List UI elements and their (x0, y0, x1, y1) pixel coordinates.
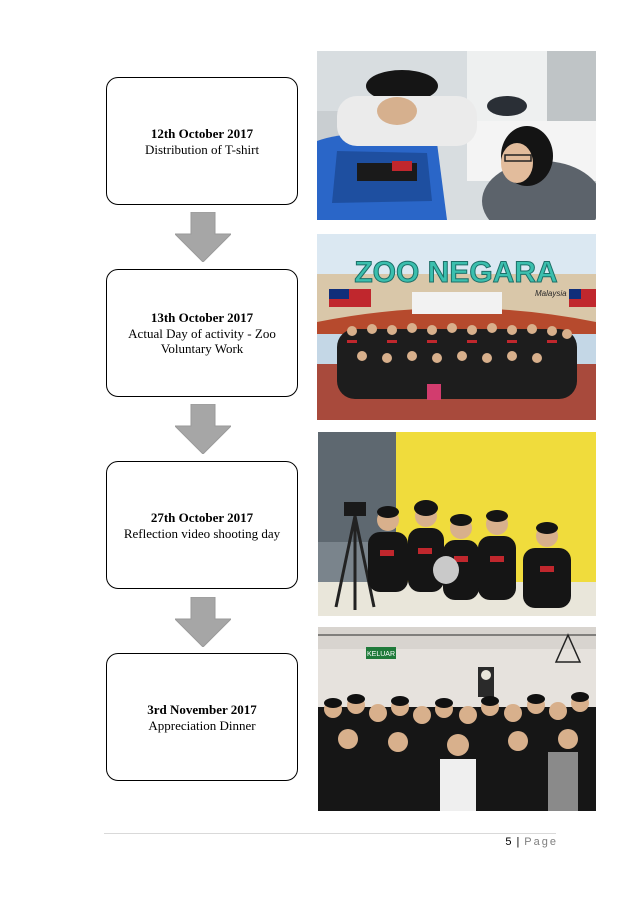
photo-video-shooting (318, 432, 596, 616)
photo-appreciation-dinner (318, 627, 596, 811)
down-arrow-icon (175, 597, 231, 647)
timeline-step-4 (106, 653, 298, 781)
step-description: Reflection video shooting day (123, 525, 281, 541)
street-sign-text: KELUAR (366, 651, 396, 658)
footer-divider (104, 833, 556, 834)
step-date: 12th October 2017 (150, 125, 254, 141)
down-arrow-icon (175, 404, 231, 454)
page-label: Page (524, 836, 558, 848)
step-date: 3rd November 2017 (147, 701, 257, 717)
step-description: Appreciation Dinner (148, 717, 256, 733)
step-description: Actual Day of activity - Zoo Voluntary Work (128, 326, 276, 356)
step-description: Distribution of T-shirt (144, 141, 260, 157)
timeline-step-1 (106, 77, 298, 205)
zoo-sign-text: ZOO NEGARA (354, 256, 558, 289)
page-separator: | (516, 836, 520, 848)
step-date: 27th October 2017 (150, 509, 254, 525)
page-footer (505, 836, 558, 848)
page-number: 5 (505, 836, 512, 848)
timeline-step-2 (106, 269, 298, 397)
down-arrow-icon (175, 212, 231, 262)
timeline-step-3 (106, 461, 298, 589)
photo-tshirt-distribution (317, 51, 596, 220)
photo-zoo-group (317, 234, 596, 420)
step-date: 13th October 2017 (150, 310, 254, 325)
zoo-sign-subtitle: Malaysia (535, 289, 567, 298)
